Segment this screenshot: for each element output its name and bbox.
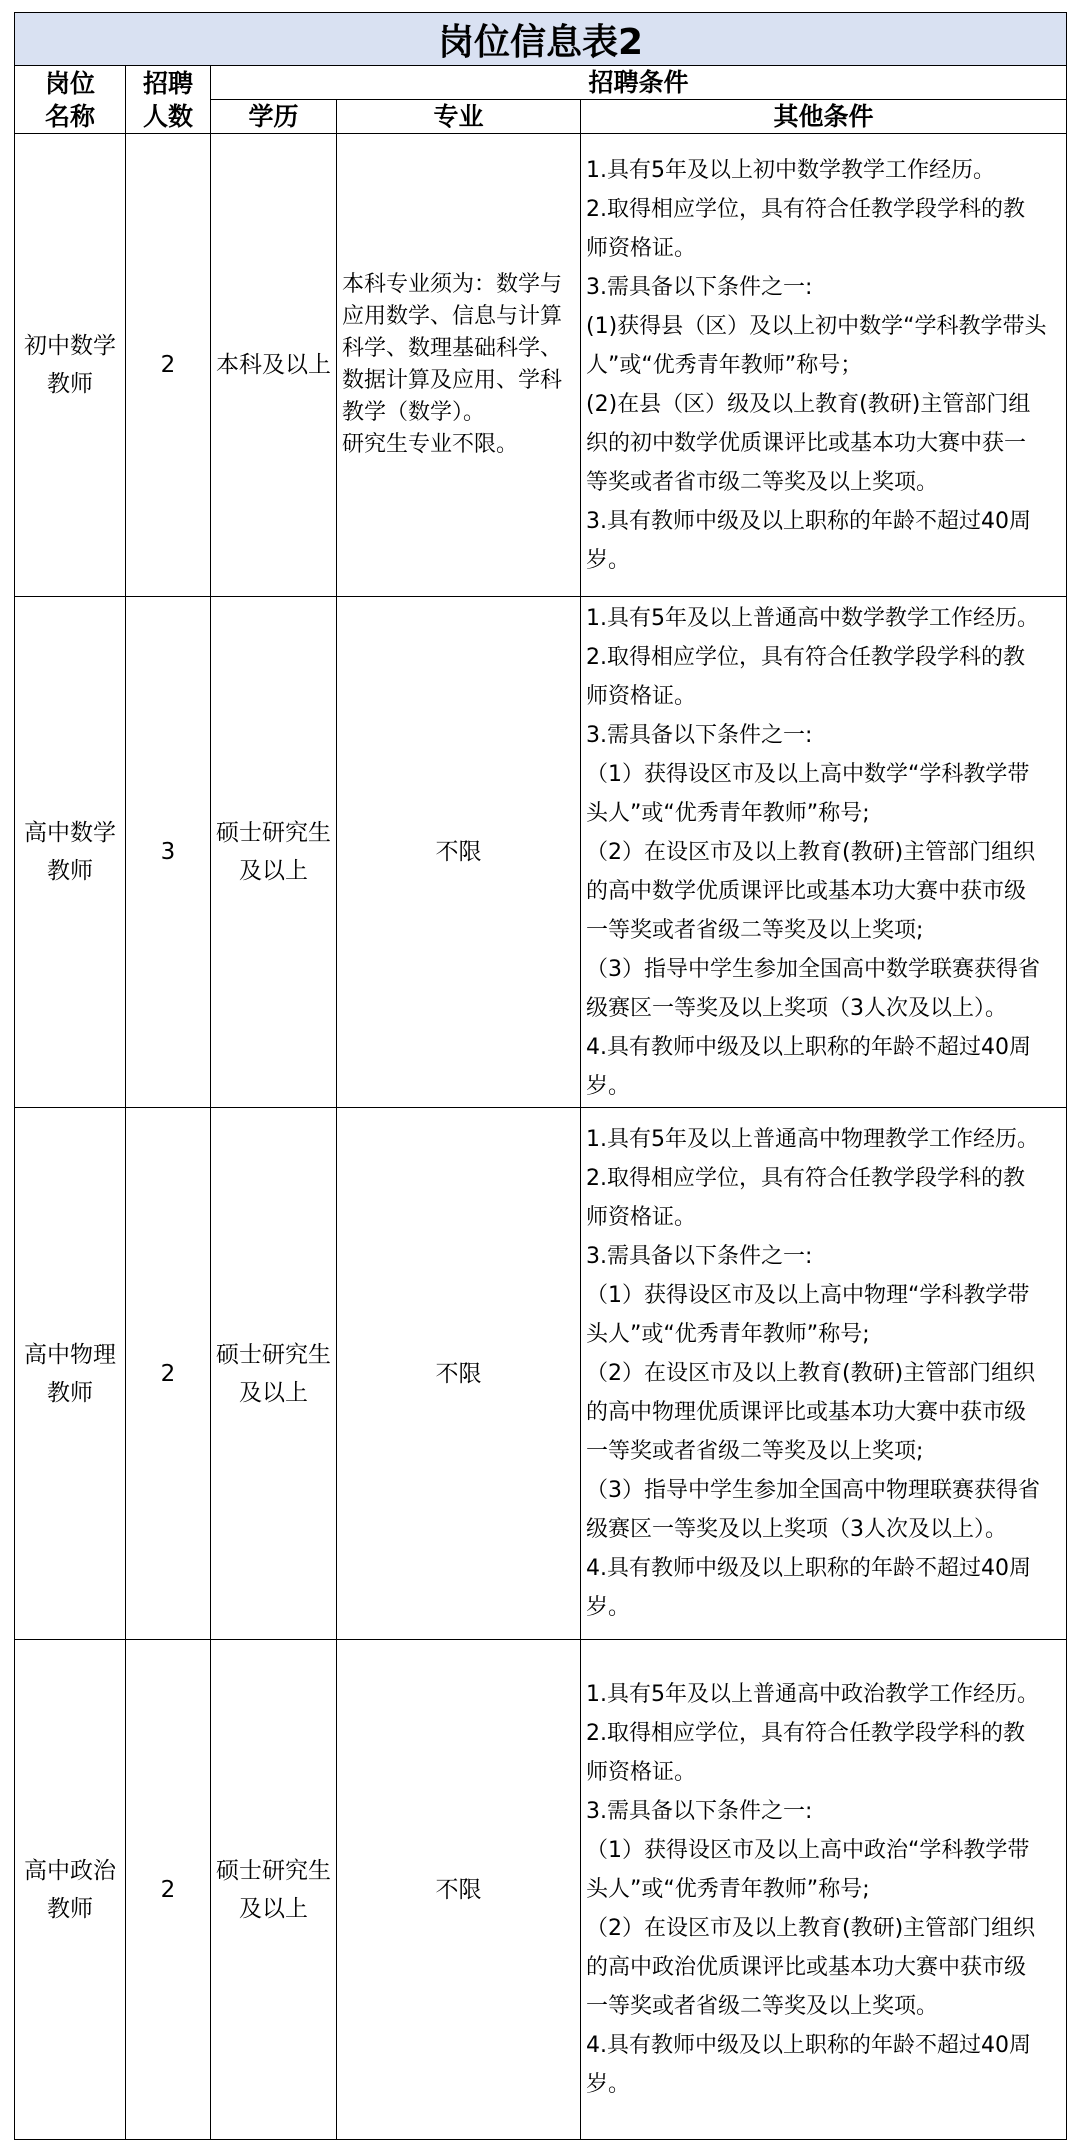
major-cell bbox=[337, 597, 581, 1108]
condition-line: （3）指导中学生参加全国高中数学联赛获得省 bbox=[586, 956, 1040, 982]
condition-line: 师资格证。 bbox=[586, 683, 697, 709]
condition-line: 师资格证。 bbox=[586, 1205, 697, 1230]
condition-line: 岁。 bbox=[586, 2072, 631, 2097]
major-line: 本科专业须为：数学与 bbox=[342, 272, 563, 297]
table-row bbox=[15, 1640, 1067, 2140]
education-line: 硕士研究生 bbox=[216, 1857, 331, 1884]
position-name-line: 教师 bbox=[47, 858, 93, 884]
condition-line: 2.取得相应学位，具有符合任教学段学科的教 bbox=[586, 1721, 1025, 1746]
major-line: 不限 bbox=[435, 1360, 482, 1387]
other-conditions-cell bbox=[581, 1640, 1067, 2140]
education-line: 及以上 bbox=[239, 1379, 308, 1406]
position-name-line: 教师 bbox=[47, 371, 93, 397]
position-name-cell bbox=[15, 597, 126, 1108]
condition-line: 的高中政治优质课评比或基本功大赛中获市级 bbox=[586, 1955, 1027, 1980]
table-title: 岗位信息表2 bbox=[15, 13, 1067, 66]
hire-count-cell: 2 bbox=[126, 1108, 211, 1640]
condition-line: 级赛区一等奖及以上奖项（3人次及以上）。 bbox=[586, 1517, 1007, 1542]
condition-line: 3.需具备以下条件之一: bbox=[586, 1799, 813, 1824]
condition-line: 3.具有教师中级及以上职称的年龄不超过40周 bbox=[586, 508, 1031, 534]
table-row bbox=[15, 1108, 1067, 1640]
major-line: 研究生专业不限。 bbox=[342, 432, 519, 457]
education-cell bbox=[211, 1640, 337, 2140]
header-major: 专业 bbox=[337, 100, 581, 134]
education-line: 本科及以上 bbox=[216, 352, 331, 378]
major-line: 不限 bbox=[435, 839, 482, 865]
condition-line: 2.取得相应学位，具有符合任教学段学科的教 bbox=[586, 1166, 1025, 1191]
education-cell bbox=[211, 597, 337, 1108]
condition-line: 级赛区一等奖及以上奖项（3人次及以上）。 bbox=[586, 995, 1007, 1021]
condition-line: （2）在设区市及以上教育(教研)主管部门组织 bbox=[586, 1361, 1036, 1386]
condition-line: 岁。 bbox=[586, 1595, 631, 1620]
major-cell bbox=[337, 1108, 581, 1640]
condition-line: 一等奖或者省级二等奖及以上奖项; bbox=[586, 1439, 924, 1464]
condition-line: （3）指导中学生参加全国高中物理联赛获得省 bbox=[586, 1478, 1040, 1503]
condition-line: 岁。 bbox=[586, 1073, 631, 1099]
condition-line: 一等奖或者省级二等奖及以上奖项; bbox=[586, 917, 924, 943]
header-position-line1: 岗位 bbox=[44, 68, 95, 98]
condition-line: 的高中数学优质课评比或基本功大赛中获市级 bbox=[586, 878, 1027, 904]
header-other: 其他条件 bbox=[581, 100, 1067, 134]
condition-line: 2.取得相应学位，具有符合任教学段学科的教 bbox=[586, 196, 1025, 222]
position-name-cell bbox=[15, 134, 126, 597]
position-name-line: 教师 bbox=[47, 1895, 93, 1922]
condition-line: 4.具有教师中级及以上职称的年龄不超过40周 bbox=[586, 1034, 1031, 1060]
position-name-line: 高中数学 bbox=[24, 820, 116, 846]
position-name-cell bbox=[15, 1108, 126, 1640]
table-row bbox=[15, 134, 1067, 597]
education-line: 及以上 bbox=[239, 1895, 308, 1922]
condition-line: （2）在设区市及以上教育(教研)主管部门组织 bbox=[586, 839, 1036, 865]
condition-line: （2）在设区市及以上教育(教研)主管部门组织 bbox=[586, 1916, 1036, 1941]
condition-line: 一等奖或者省级二等奖及以上奖项。 bbox=[586, 1994, 939, 2019]
condition-line: 的高中物理优质课评比或基本功大赛中获市级 bbox=[586, 1400, 1027, 1425]
hire-count-cell: 2 bbox=[126, 1640, 211, 2140]
other-conditions-cell bbox=[581, 597, 1067, 1108]
position-info-table-container bbox=[14, 12, 1066, 2140]
condition-line: 4.具有教师中级及以上职称的年龄不超过40周 bbox=[586, 2033, 1031, 2058]
condition-line: 3.需具备以下条件之一: bbox=[586, 1244, 813, 1269]
condition-line: 1.具有5年及以上普通高中政治教学工作经历。 bbox=[586, 1682, 1039, 1707]
other-conditions-cell bbox=[581, 1108, 1067, 1640]
position-name-cell bbox=[15, 1640, 126, 2140]
education-line: 硕士研究生 bbox=[216, 820, 331, 846]
position-name-line: 教师 bbox=[47, 1379, 93, 1406]
condition-line: 师资格证。 bbox=[586, 235, 697, 261]
header-count bbox=[126, 66, 211, 134]
condition-line: （1）获得设区市及以上高中物理“学科教学带 bbox=[586, 1283, 1030, 1308]
header-count-line2: 人数 bbox=[142, 101, 193, 131]
other-conditions-cell bbox=[581, 134, 1067, 597]
table-body bbox=[15, 134, 1067, 2140]
position-name-line: 高中物理 bbox=[24, 1341, 116, 1368]
hire-count-cell: 3 bbox=[126, 597, 211, 1108]
major-line: 教学（数学）。 bbox=[342, 400, 486, 425]
education-cell bbox=[211, 134, 337, 597]
condition-line: （1）获得设区市及以上高中政治“学科教学带 bbox=[586, 1838, 1030, 1863]
condition-line: 人”或“优秀青年教师”称号； bbox=[586, 352, 863, 378]
education-line: 及以上 bbox=[239, 858, 308, 884]
condition-line: (1)获得县（区）及以上初中数学“学科教学带头 bbox=[586, 313, 1047, 339]
condition-line: 师资格证。 bbox=[586, 1760, 697, 1785]
position-name-line: 高中政治 bbox=[24, 1857, 116, 1884]
major-cell bbox=[337, 134, 581, 597]
major-line: 科学、数理基础科学、 bbox=[342, 336, 563, 361]
major-line: 数据计算及应用、学科 bbox=[342, 368, 563, 393]
condition-line: 头人”或“优秀青年教师”称号; bbox=[586, 1322, 870, 1347]
header-count-line1: 招聘 bbox=[142, 68, 193, 98]
position-info-table bbox=[14, 12, 1067, 2140]
condition-line: (2)在县（区）级及以上教育(教研)主管部门组 bbox=[586, 391, 1031, 417]
table-row bbox=[15, 597, 1067, 1108]
condition-line: 4.具有教师中级及以上职称的年龄不超过40周 bbox=[586, 1556, 1031, 1581]
condition-line: 3.需具备以下条件之一: bbox=[586, 722, 813, 748]
condition-line: 3.需具备以下条件之一: bbox=[586, 274, 813, 300]
condition-line: 头人”或“优秀青年教师”称号; bbox=[586, 800, 870, 826]
condition-line: 1.具有5年及以上初中数学教学工作经历。 bbox=[586, 157, 995, 183]
position-name-line: 初中数学 bbox=[24, 333, 116, 359]
education-line: 硕士研究生 bbox=[216, 1341, 331, 1368]
condition-line: 2.取得相应学位，具有符合任教学段学科的教 bbox=[586, 644, 1025, 670]
education-cell bbox=[211, 1108, 337, 1640]
header-education: 学历 bbox=[211, 100, 337, 134]
major-line: 应用数学、信息与计算 bbox=[342, 304, 563, 329]
condition-line: 头人”或“优秀青年教师”称号; bbox=[586, 1877, 870, 1902]
condition-line: （1）获得设区市及以上高中数学“学科教学带 bbox=[586, 761, 1030, 787]
condition-line: 1.具有5年及以上普通高中物理教学工作经历。 bbox=[586, 1127, 1039, 1152]
condition-line: 等奖或者省市级二等奖及以上奖项。 bbox=[586, 469, 939, 495]
header-conditions: 招聘条件 bbox=[211, 66, 1067, 100]
condition-line: 岁。 bbox=[586, 547, 631, 573]
hire-count-cell: 2 bbox=[126, 134, 211, 597]
condition-line: 织的初中数学优质课评比或基本功大赛中获一 bbox=[586, 430, 1027, 456]
major-line: 不限 bbox=[435, 1876, 482, 1903]
condition-line: 1.具有5年及以上普通高中数学教学工作经历。 bbox=[586, 605, 1039, 631]
major-cell bbox=[337, 1640, 581, 2140]
header-position bbox=[15, 66, 126, 134]
header-position-line2: 名称 bbox=[44, 101, 95, 131]
